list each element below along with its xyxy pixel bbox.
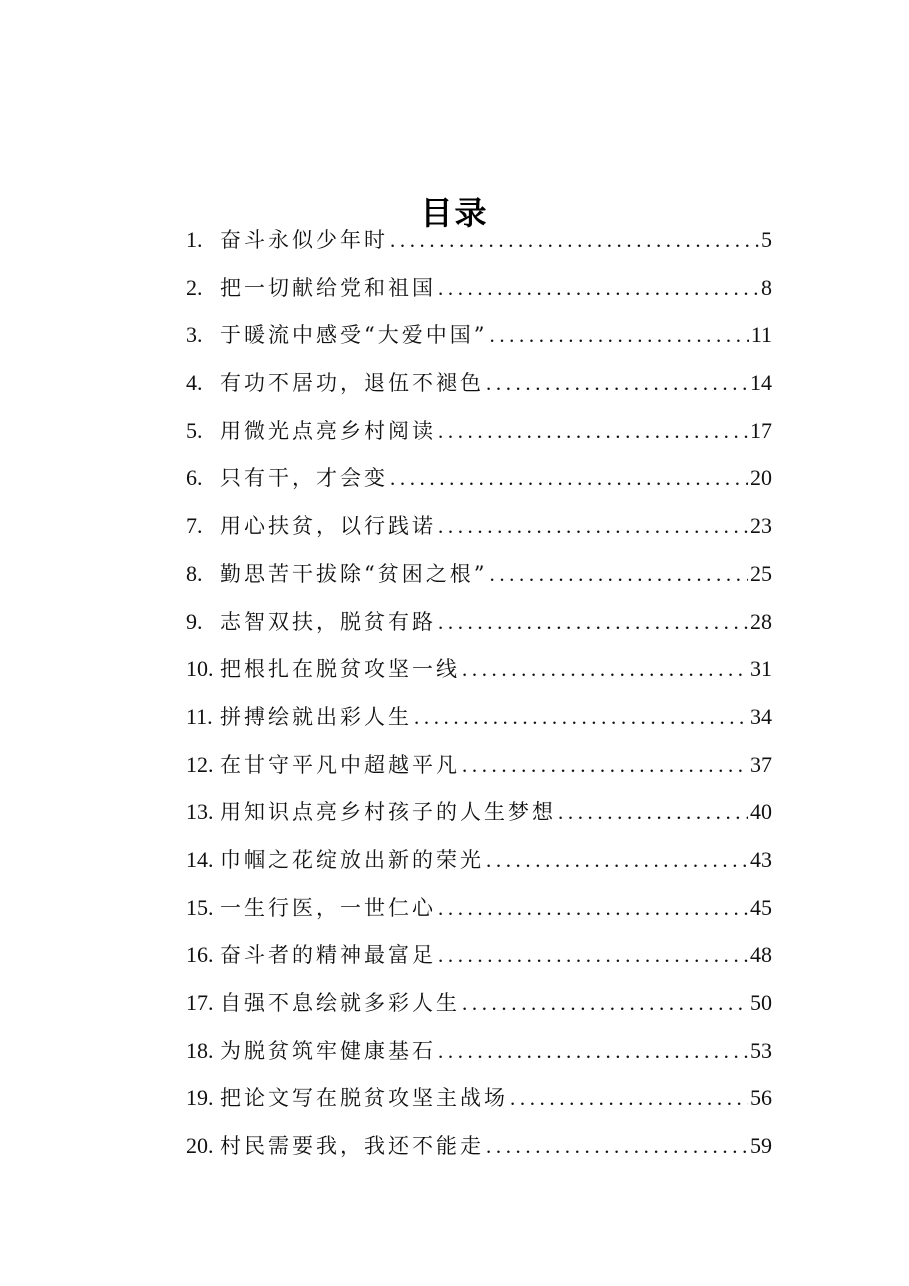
- toc-entry-title: 有功不居功，退伍不褪色: [220, 371, 484, 396]
- toc-entry-number: 13.: [186, 799, 214, 825]
- toc-dot-leader: [462, 980, 748, 1028]
- toc-entry-number: 17.: [186, 990, 214, 1015]
- toc-dot-leader: [438, 885, 748, 933]
- toc-dot-leader: [438, 408, 748, 456]
- toc-entry-number: 12.: [186, 751, 214, 777]
- toc-entry-number: 3.: [186, 322, 203, 348]
- toc-entry-page-number: 45: [750, 894, 772, 920]
- toc-entry[interactable]: [186, 788, 772, 836]
- toc-dot-leader: [438, 503, 748, 551]
- toc-entry[interactable]: [186, 598, 772, 646]
- toc-entry-title: 村民需要我，我还不能走: [220, 1134, 484, 1159]
- toc-dot-leader: [462, 646, 748, 694]
- toc-entry-number: 16.: [186, 942, 214, 968]
- toc-entry-number: 1.: [186, 227, 203, 252]
- toc-dot-leader: [438, 599, 748, 647]
- toc-entry-page-number: 28: [750, 608, 772, 634]
- toc-entry-page-number: 40: [750, 799, 772, 825]
- toc-entry-title: 奋斗者的精神最富足: [220, 943, 436, 968]
- toc-entry-title: 拼搏绘就出彩人生: [220, 704, 412, 729]
- toc-entry-number: 18.: [186, 1037, 214, 1063]
- table-of-contents: [186, 216, 772, 1170]
- toc-dot-leader: [462, 742, 748, 790]
- toc-entry[interactable]: [186, 311, 772, 359]
- toc-entry-number: 10.: [186, 656, 214, 682]
- toc-entry-title: 用知识点亮乡村孩子的人生梦想: [220, 800, 556, 825]
- toc-entry-page-number: 17: [750, 417, 772, 443]
- toc-entry-page-number: 50: [750, 990, 772, 1015]
- toc-dot-leader: [558, 789, 748, 837]
- toc-entry-page-number: 14: [750, 370, 772, 396]
- toc-dot-leader: [486, 360, 748, 408]
- toc-entry[interactable]: [186, 1074, 772, 1122]
- toc-dot-leader: [414, 694, 748, 742]
- toc-entry-title: 巾帼之花绽放出新的荣光: [220, 847, 484, 872]
- toc-dot-leader: [438, 265, 759, 313]
- toc-entry-number: 19.: [186, 1085, 214, 1111]
- toc-entry[interactable]: [186, 645, 772, 693]
- toc-dot-leader: [489, 551, 748, 599]
- toc-entry-page-number: 25: [750, 560, 772, 586]
- toc-entry-number: 4.: [186, 370, 203, 396]
- toc-entry-title: 勤思苦干拔除“贫困之根”: [220, 561, 488, 586]
- toc-entry-number: 9.: [186, 608, 203, 634]
- toc-entry-title: 把根扎在脱贫攻坚一线: [220, 657, 460, 682]
- toc-entry[interactable]: [186, 884, 772, 932]
- toc-entry[interactable]: [186, 550, 772, 598]
- toc-entry[interactable]: [186, 693, 772, 741]
- toc-entry-page-number: 43: [750, 846, 772, 872]
- toc-dot-leader: [438, 1028, 748, 1076]
- toc-entry-title: 于暖流中感受“大爱中国”: [220, 323, 488, 348]
- toc-entry-number: 14.: [186, 846, 214, 872]
- toc-entry-title: 用微光点亮乡村阅读: [220, 418, 436, 443]
- toc-entry-page-number: 23: [750, 513, 772, 539]
- toc-entry-title: 自强不息绘就多彩人生: [220, 991, 460, 1015]
- toc-entry[interactable]: [186, 454, 772, 502]
- toc-entry-page-number: 31: [750, 656, 772, 682]
- toc-entry[interactable]: [186, 407, 772, 455]
- toc-entry-number: 20.: [186, 1133, 214, 1159]
- toc-entry-number: 2.: [186, 274, 203, 300]
- toc-dot-leader: [510, 1075, 748, 1123]
- toc-entry[interactable]: [186, 931, 772, 979]
- toc-entry[interactable]: [186, 502, 772, 550]
- toc-dot-leader: [489, 312, 748, 360]
- toc-entry-page-number: 11: [750, 322, 772, 348]
- toc-entry-title: 把论文写在脱贫攻坚主战场: [220, 1086, 508, 1111]
- toc-entry-title: 用心扶贫，以行践诺: [220, 514, 436, 539]
- page-title: 目录: [420, 194, 489, 233]
- toc-entry[interactable]: [186, 979, 772, 1027]
- toc-entry-number: 11.: [186, 703, 213, 729]
- toc-entry-title: 志智双扶，脱贫有路: [220, 609, 436, 634]
- toc-dot-leader: [390, 455, 748, 503]
- toc-entry-title: 把一切献给党和祖国: [220, 275, 436, 300]
- toc-entry[interactable]: [186, 264, 772, 312]
- toc-entry-page-number: 37: [750, 751, 772, 777]
- toc-entry-page-number: 20: [750, 465, 772, 491]
- toc-entry-page-number: 34: [750, 703, 772, 729]
- toc-entry-number: 7.: [186, 513, 203, 539]
- toc-entry[interactable]: [186, 1122, 772, 1170]
- toc-entry-page-number: 53: [750, 1037, 772, 1063]
- toc-dot-leader: [486, 837, 748, 885]
- toc-entry[interactable]: [186, 359, 772, 407]
- toc-entry-number: 8.: [186, 560, 203, 586]
- toc-dot-leader: [438, 932, 748, 980]
- toc-entry-title: 为脱贫筑牢健康基石: [220, 1038, 436, 1063]
- toc-entry[interactable]: [186, 216, 772, 264]
- toc-dot-leader: [390, 217, 759, 265]
- toc-entry-page-number: 48: [750, 942, 772, 968]
- toc-entry-title: 一生行医，一世仁心: [220, 895, 436, 920]
- toc-entry-title: 在甘守平凡中超越平凡: [220, 752, 460, 777]
- toc-entry-number: 6.: [186, 465, 203, 491]
- toc-entry-page-number: 8: [761, 274, 772, 300]
- toc-entry-page-number: 5: [761, 227, 772, 252]
- toc-entry-title: 奋斗永似少年时: [220, 228, 388, 252]
- toc-entry[interactable]: [186, 741, 772, 789]
- toc-entry[interactable]: [186, 1027, 772, 1075]
- toc-entry-page-number: 56: [750, 1085, 772, 1111]
- toc-entry-number: 15.: [186, 894, 214, 920]
- toc-entry-number: 5.: [186, 417, 203, 443]
- toc-entry[interactable]: [186, 836, 772, 884]
- toc-entry-title: 只有干，才会变: [220, 466, 388, 491]
- toc-entry-page-number: 59: [750, 1133, 772, 1159]
- toc-dot-leader: [486, 1123, 748, 1171]
